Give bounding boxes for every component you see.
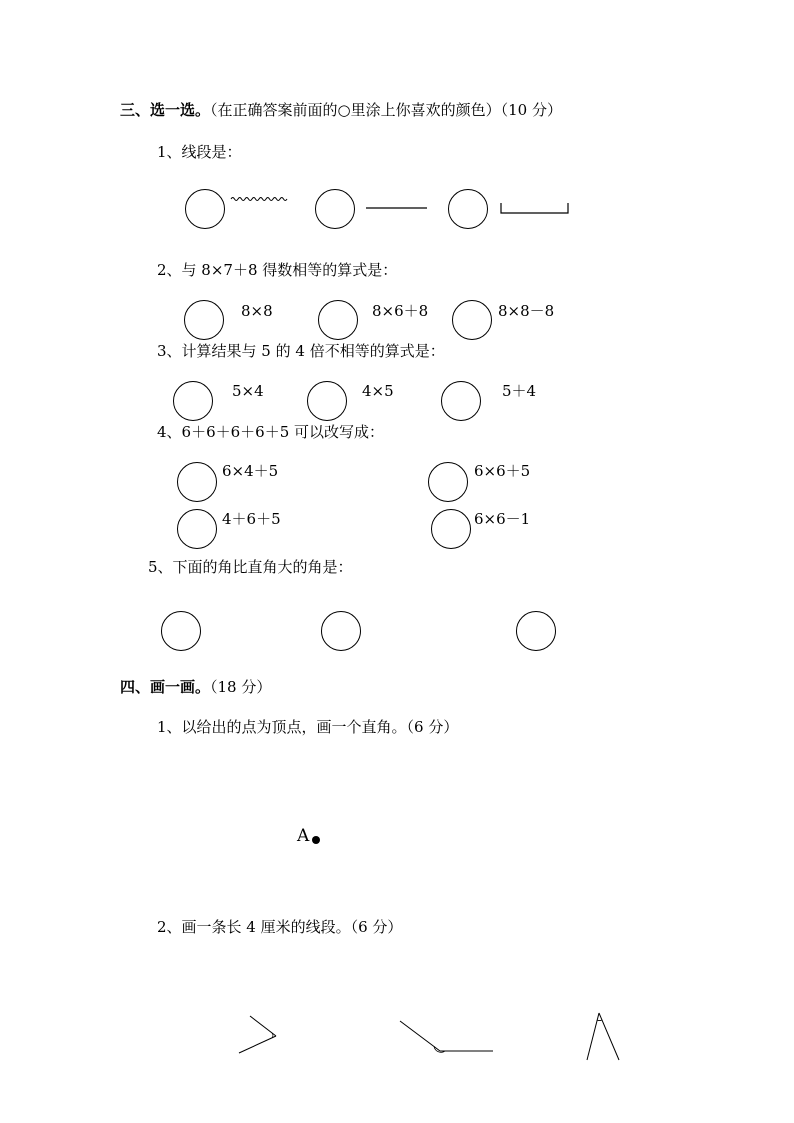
q5-prompt: 5、下面的角比直角大的角是：: [148, 558, 353, 576]
section-4-note: （18 分）: [210, 678, 272, 696]
q2-option-3-circle[interactable]: [452, 300, 492, 340]
s4-q2-prompt: 2、画一条长 4 厘米的线段。（6 分）: [157, 918, 403, 936]
section-3-heading: [120, 101, 562, 119]
q2-option-2-circle[interactable]: [318, 300, 358, 340]
q1-option-1-circle[interactable]: [185, 189, 225, 229]
section-4-heading: [120, 678, 271, 696]
acute-angle-figure: [238, 1014, 282, 1056]
s4-q1-prompt: 1、以给出的点为顶点，画一个直角。（6 分）: [157, 718, 459, 736]
section-3-note: （在正确答案前面的○里涂上你喜欢的颜色）（10 分）: [210, 101, 562, 119]
point-a-dot: [312, 836, 320, 844]
q2-prompt: 2、与 8×7＋8 得数相等的算式是：: [157, 261, 398, 279]
q1-option-3-circle[interactable]: [448, 189, 488, 229]
q4-option-1-circle[interactable]: [177, 462, 217, 502]
q1-prompt: 1、线段是：: [157, 143, 242, 161]
bracket-segment-figure: [500, 201, 570, 215]
q3-option-3-label: 5＋4: [502, 382, 537, 400]
section-3-title: 三、选一选。: [120, 101, 211, 119]
q4-prompt: 4、6＋6＋6＋6＋5 可以改写成：: [157, 423, 385, 441]
q4-option-3-circle[interactable]: [177, 509, 217, 549]
narrow-angle-figure: [585, 1011, 623, 1063]
q4-option-2-label: 6×6＋5: [474, 462, 531, 480]
q2-option-1-circle[interactable]: [184, 300, 224, 340]
q3-prompt: 3、计算结果与 5 的 4 倍不相等的算式是：: [157, 342, 445, 360]
q3-option-2-circle[interactable]: [307, 381, 347, 421]
q4-option-3-label: 4＋6＋5: [222, 510, 281, 528]
point-a-label: A: [297, 826, 310, 846]
q4-option-4-label: 6×6－1: [474, 510, 531, 528]
q3-option-1-circle[interactable]: [173, 381, 213, 421]
q4-option-4-circle[interactable]: [431, 509, 471, 549]
wavy-line-figure: [231, 195, 287, 203]
section-4-title: 四、画一画。: [120, 678, 211, 696]
q2-option-3-label: 8×8－8: [498, 302, 555, 320]
q3-option-3-circle[interactable]: [441, 381, 481, 421]
q1-option-2-circle[interactable]: [315, 189, 355, 229]
q5-option-2-circle[interactable]: [321, 611, 361, 651]
q5-option-1-circle[interactable]: [161, 611, 201, 651]
q2-option-2-label: 8×6＋8: [372, 302, 429, 320]
q4-option-1-label: 6×4＋5: [222, 462, 279, 480]
q3-option-1-label: 5×4: [232, 382, 264, 400]
obtuse-angle-figure: [398, 1019, 496, 1055]
q2-option-1-label: 8×8: [241, 302, 273, 320]
q4-option-2-circle[interactable]: [428, 462, 468, 502]
q5-option-3-circle[interactable]: [516, 611, 556, 651]
straight-segment-figure: [366, 206, 428, 210]
q3-option-2-label: 4×5: [362, 382, 394, 400]
